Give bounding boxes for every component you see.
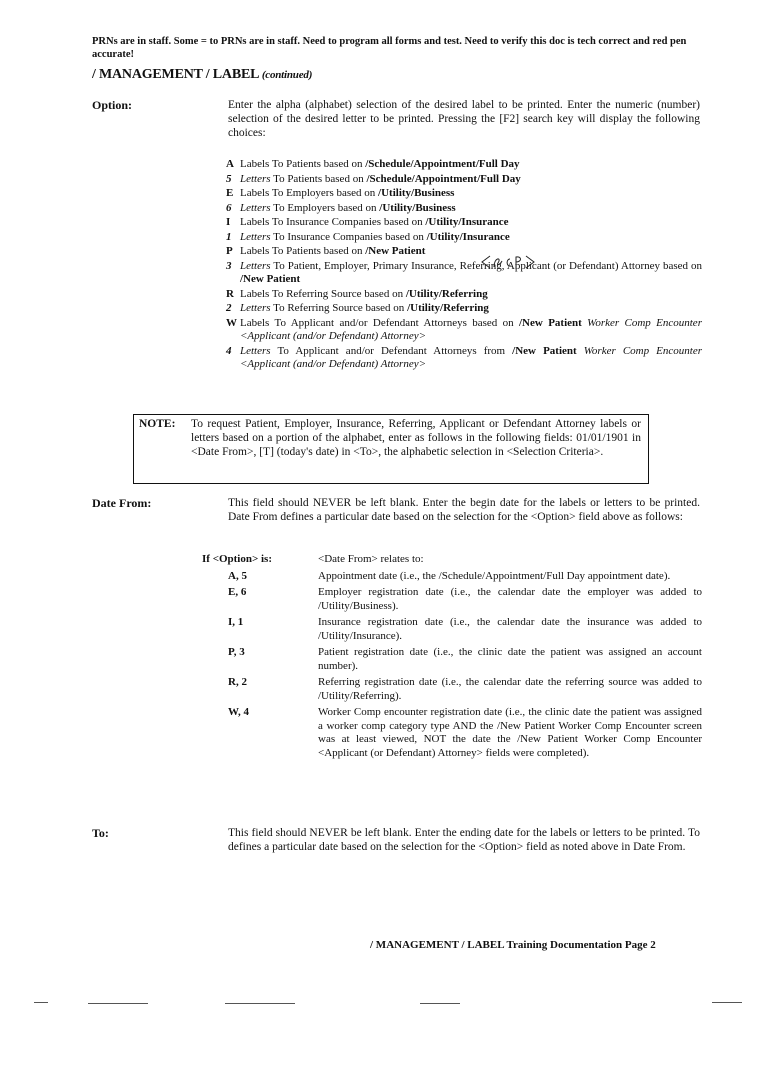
option-path: /Utility/Referring (405, 287, 488, 300)
note-box (133, 414, 649, 484)
option-kind: Letters (240, 172, 271, 185)
option-code: 3 (226, 259, 232, 272)
date-from-table (202, 553, 702, 763)
option-code: E (226, 187, 234, 199)
option-item (226, 345, 702, 372)
to-label: To: (92, 826, 109, 840)
option-desc: To Patient, Employer, Primary Insurance, Referring, Applicant (or Defendant) Attorney based on (270, 259, 702, 272)
option-desc: To Referring Source based on (269, 287, 406, 300)
option-path: /Utility/Referring (407, 302, 489, 314)
option-text (240, 173, 702, 187)
section-heading (92, 67, 312, 83)
option-kind: Labels (240, 287, 270, 300)
option-kind: Labels (240, 216, 270, 228)
option-desc: To Employers based on (269, 187, 379, 199)
option-desc: To Insurance Companies based on (270, 230, 427, 243)
option-path: /Utility/Business (379, 201, 456, 214)
option-desc: To Patients based on (269, 245, 366, 257)
option-kind: Letters (240, 302, 271, 314)
handwritten-notice: PRNs are in staff. Some = to PRNs are in staff. Need to program all forms and test. Need to verify this doc is tech correct and red pen accurate! (92, 36, 687, 60)
option-code: 4 (226, 344, 232, 357)
row-option-code: P, 3 (228, 646, 245, 658)
col-option-header: If <Option> is: (202, 553, 272, 565)
table-body (202, 570, 702, 761)
option-item (226, 187, 702, 201)
option-text (240, 317, 702, 344)
option-code: R (226, 287, 234, 300)
option-kind: Letters (240, 344, 271, 357)
date-from-description: This field should NEVER be left blank. Enter the begin date for the labels or letters to be printed. Date From defines a particular date based on the selection for the <Option> field above as follows: (228, 497, 700, 523)
option-kind: Letters (240, 201, 271, 214)
option-item (226, 288, 702, 302)
note-label: NOTE: (139, 418, 176, 430)
option-item (226, 173, 702, 187)
row-relates-text: Referring registration date (i.e., the calendar date the referring source was added to /Utility/Referring). (318, 676, 702, 702)
scan-speck (420, 1003, 460, 1004)
table-row (202, 706, 702, 760)
table-header-row (202, 553, 702, 567)
row-relates-text: Worker Comp encounter registration date (i.e., the clinic date the patient was assigned a worker comp category type AND the /New Patient Worker Comp Encounter screen was at least viewed, NOT the date the /New Patient Worker Comp Encounter <Applicant (or Defendant) Attorney> fields were completed). (318, 706, 702, 759)
row-option-code: I, 1 (228, 616, 244, 628)
row-option-code: A, 5 (228, 569, 247, 582)
option-item (226, 260, 702, 287)
option-code: 6 (226, 201, 232, 214)
option-item (226, 231, 702, 245)
option-item (226, 158, 702, 172)
option-description: Enter the alpha (alphabet) selection of the desired label to be printed. Enter the numeric (number) selection of the desired letter to be printed. Pressing the [F2] search key will display the following choices: (228, 99, 700, 139)
row-relates-text: Insurance registration date (i.e., the calendar date the insurance was added to /Utility/Insurance). (318, 616, 702, 642)
col-relates-header: <Date From> relates to: (318, 553, 424, 565)
option-path: /Schedule/Appointment/Full Day (366, 172, 521, 185)
option-extra: Worker Comp Encounter <Applicant (and/or Defendant) Attorney> (240, 316, 702, 342)
option-code: A (226, 158, 234, 170)
table-row (202, 570, 702, 584)
row-relates-text: Patient registration date (i.e., the clinic date the patient was assigned an account number). (318, 646, 702, 672)
option-path: /New Patient (519, 316, 582, 329)
option-code: I (226, 216, 231, 228)
option-text (240, 288, 702, 302)
option-item (226, 216, 702, 230)
table-row (202, 586, 702, 613)
row-option-code: R, 2 (228, 676, 247, 688)
note-text: To request Patient, Employer, Insurance, Referring, Applicant or Defendant Attorney labels or letters based on a portion of the alphabet, enter as follows in the following fields: 01/01/1901 in <Date From>, [T] (today's date) in <To>, the alphabetic selection in <Selection Criteria>. (191, 418, 641, 458)
scan-speck (712, 1002, 742, 1003)
option-code: 5 (226, 172, 232, 185)
handwritten-mark-icon (480, 253, 550, 271)
option-item (226, 302, 702, 316)
option-item (226, 202, 702, 216)
row-relates-text: Employer registration date (i.e., the calendar date the employer was added to /Utility/Business). (318, 586, 702, 612)
option-desc: To Referring Source based on (270, 302, 408, 314)
option-extra: Worker Comp Encounter <Applicant (and/or Defendant) Attorney> (240, 344, 702, 370)
option-kind: Labels (240, 245, 270, 257)
to-description: This field should NEVER be left blank. Enter the ending date for the labels or letters to be printed. To defines a particular date based on the selection for the <Option> field as noted above in Date From. (228, 827, 700, 853)
table-row (202, 616, 702, 643)
option-kind: Labels (240, 316, 270, 329)
scan-speck (88, 1003, 148, 1004)
option-desc: To Insurance Companies based on (269, 216, 426, 228)
option-desc: To Employers based on (270, 201, 380, 214)
option-text (240, 202, 702, 216)
option-code: P (226, 245, 233, 257)
option-text (240, 345, 702, 372)
page-footer: / MANAGEMENT / LABEL Training Documentation Page 2 (370, 939, 656, 951)
scan-speck (34, 1002, 48, 1003)
option-path: /Schedule/Appointment/Full Day (365, 158, 520, 170)
option-path: /Utility/Insurance (425, 216, 509, 228)
option-code: 2 (226, 302, 232, 314)
option-kind: Labels (240, 158, 270, 170)
option-kind: Letters (240, 230, 271, 243)
option-list (226, 158, 702, 373)
option-path: /Utility/Insurance (426, 230, 510, 243)
option-text (240, 187, 702, 201)
option-path: /New Patient (512, 344, 577, 357)
table-row (202, 676, 702, 703)
option-code: 1 (226, 230, 232, 243)
option-text (240, 245, 702, 259)
option-item (226, 317, 702, 344)
row-option-code: W, 4 (228, 706, 249, 718)
row-option-code: E, 6 (228, 586, 247, 598)
option-text (240, 158, 702, 172)
option-code: W (226, 316, 237, 329)
option-text (240, 260, 702, 287)
option-desc: To Applicant and/or Defendant Attorneys based on (269, 316, 519, 329)
option-item (226, 245, 702, 259)
option-text (240, 216, 702, 230)
scan-speck (225, 1003, 295, 1004)
row-relates-text: Appointment date (i.e., the /Schedule/Appointment/Full Day appointment date). (318, 569, 671, 582)
option-text (240, 231, 702, 245)
option-text (240, 302, 702, 316)
heading-continued: (continued) (261, 69, 313, 81)
table-row (202, 646, 702, 673)
option-desc: To Patients based on (270, 172, 367, 185)
option-desc: To Applicant and/or Defendant Attorneys from (270, 344, 513, 357)
option-path: /New Patient (240, 273, 301, 285)
option-label: Option: (92, 98, 133, 112)
option-path: /Utility/Business (378, 187, 455, 199)
option-path: /New Patient (365, 245, 426, 257)
heading-title: / MANAGEMENT / LABEL (92, 67, 259, 82)
date-from-label: Date From: (92, 496, 152, 510)
option-kind: Letters (240, 259, 271, 272)
option-kind: Labels (240, 187, 270, 199)
option-desc: To Patients based on (269, 158, 366, 170)
